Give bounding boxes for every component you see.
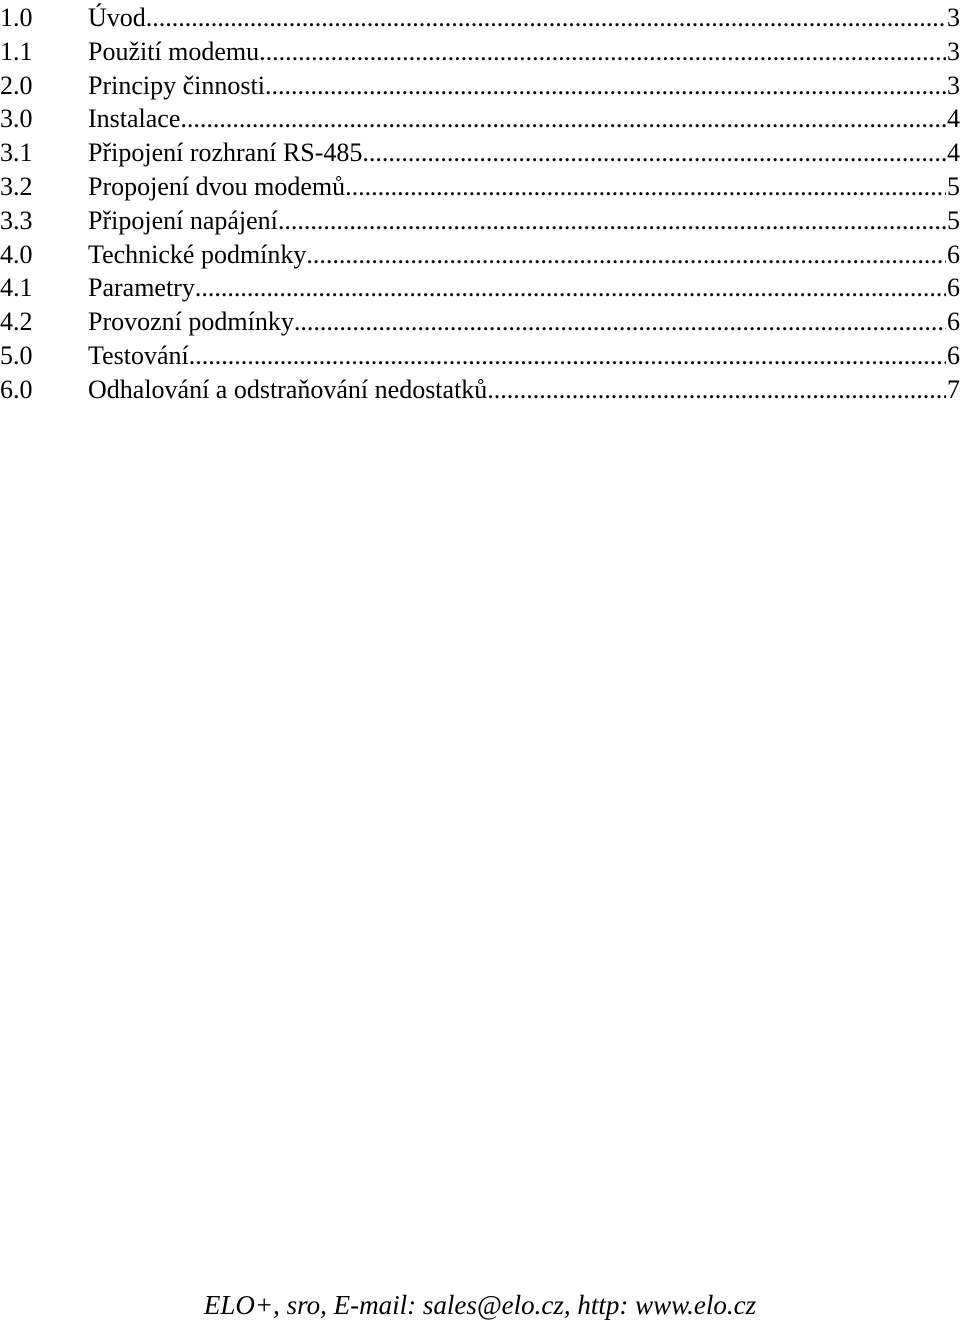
table-of-contents <box>0 1 960 407</box>
toc-entry-title: Odhalování a odstraňování nedostatků <box>88 374 488 404</box>
toc-entry[interactable] <box>0 305 960 339</box>
toc-dot-leader <box>259 35 946 69</box>
toc-dot-leader <box>189 339 946 373</box>
toc-dot-leader <box>278 204 946 238</box>
toc-entry-number: 2.0 <box>0 70 33 100</box>
toc-entry-title: Principy činnosti <box>88 70 265 100</box>
toc-entry-number: 4.0 <box>0 239 33 269</box>
toc-entry-number: 1.1 <box>0 36 33 66</box>
toc-dot-leader <box>294 305 946 339</box>
toc-entry-number: 4.1 <box>0 273 33 303</box>
toc-entry-page: 3 <box>947 3 960 32</box>
toc-entry-number: 1.0 <box>0 3 33 32</box>
toc-entry-page: 3 <box>947 36 960 66</box>
toc-dot-leader <box>195 271 946 305</box>
toc-entry-title: Testování <box>88 340 189 370</box>
toc-dot-leader <box>345 170 946 204</box>
toc-entry[interactable] <box>0 271 960 305</box>
toc-entry-number: 3.3 <box>0 205 33 235</box>
toc-entry-title: Parametry <box>88 273 195 303</box>
toc-entry-page: 3 <box>947 70 960 100</box>
toc-entry-page: 4 <box>947 104 960 134</box>
toc-entry-title: Propojení dvou modemů <box>88 171 346 201</box>
toc-entry-title: Technické podmínky <box>88 239 307 269</box>
toc-entry[interactable] <box>0 1 960 35</box>
toc-entry-title: Připojení napájení <box>88 205 278 235</box>
toc-entry[interactable] <box>0 238 960 272</box>
toc-entry-page: 6 <box>947 340 960 370</box>
toc-entry-number: 6.0 <box>0 374 33 404</box>
toc-entry-page: 6 <box>947 239 960 269</box>
toc-dot-leader <box>362 136 946 170</box>
toc-entry-number: 3.1 <box>0 138 33 168</box>
toc-dot-leader <box>146 1 946 35</box>
toc-entry[interactable] <box>0 35 960 69</box>
toc-entry[interactable] <box>0 136 960 170</box>
toc-entry-number: 5.0 <box>0 340 33 370</box>
toc-entry[interactable] <box>0 170 960 204</box>
toc-entry-number: 3.2 <box>0 171 33 201</box>
toc-entry-page: 5 <box>947 171 960 201</box>
toc-entry-title: Úvod <box>88 3 146 32</box>
toc-entry[interactable] <box>0 102 960 136</box>
toc-dot-leader <box>487 373 946 407</box>
toc-entry-number: 4.2 <box>0 307 33 337</box>
toc-entry-page: 6 <box>947 307 960 337</box>
toc-entry-title: Provozní podmínky <box>88 307 294 337</box>
toc-entry-title: Použití modemu <box>88 36 260 66</box>
toc-entry[interactable] <box>0 204 960 238</box>
toc-entry-number: 3.0 <box>0 104 33 134</box>
toc-entry[interactable] <box>0 69 960 103</box>
toc-dot-leader <box>265 69 946 103</box>
toc-entry-title: Instalace <box>88 104 181 134</box>
toc-entry-page: 5 <box>947 205 960 235</box>
toc-entry-page: 7 <box>947 374 960 404</box>
toc-entry[interactable] <box>0 373 960 407</box>
toc-entry[interactable] <box>0 339 960 373</box>
toc-dot-leader <box>306 238 946 272</box>
toc-entry-page: 4 <box>947 138 960 168</box>
page-footer: ELO+, sro, E-mail: sales@elo.cz, http: www.elo.cz <box>203 1290 757 1320</box>
toc-entry-title: Připojení rozhraní RS-485 <box>88 138 363 168</box>
toc-entry-page: 6 <box>947 273 960 303</box>
toc-dot-leader <box>180 102 946 136</box>
